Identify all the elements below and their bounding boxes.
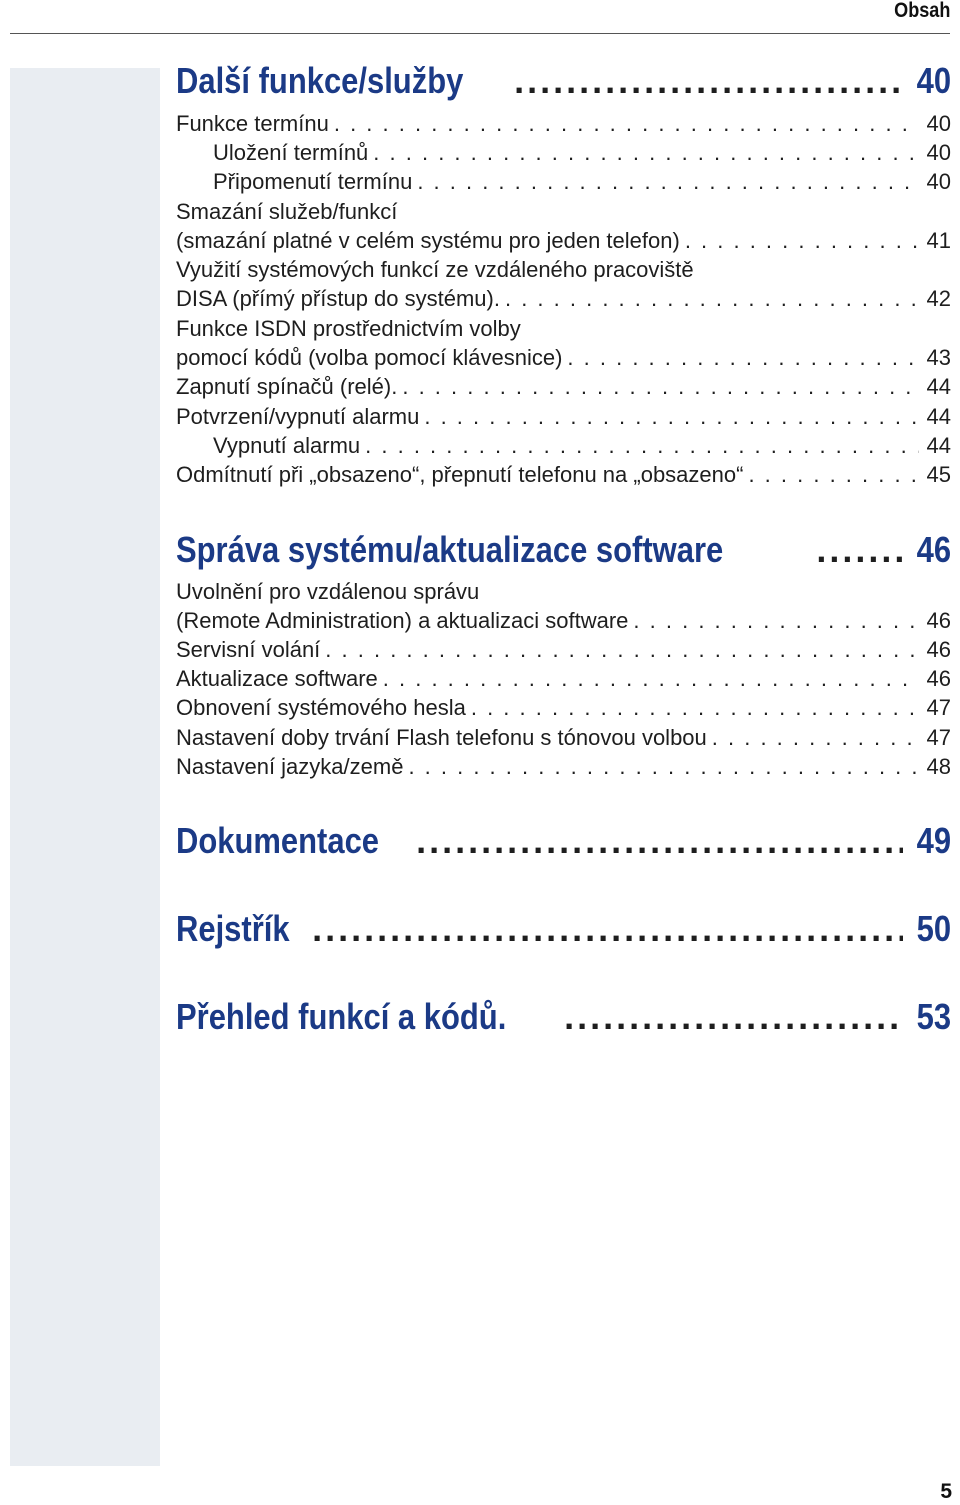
toc-page-number: 46 — [926, 637, 951, 662]
toc-page-number: 46 — [916, 529, 951, 570]
toc-entry[interactable] — [176, 606, 951, 636]
toc-leader — [471, 693, 919, 723]
toc-leader — [312, 907, 903, 951]
toc-entry[interactable] — [176, 284, 951, 314]
toc-entry[interactable] — [176, 226, 951, 256]
toc-entry-label: Obnovení systémového hesla — [176, 695, 466, 720]
toc-section-title: Přehled funkcí a kódů. — [176, 996, 507, 1037]
toc-leader — [685, 226, 919, 256]
toc-section-title: Další funkce/služby — [176, 60, 464, 101]
toc-entry-label: Připomenutí termínu — [213, 169, 413, 194]
toc-leader — [567, 343, 919, 373]
toc-entry[interactable] — [176, 752, 951, 782]
toc-entry-label: (smazání platné v celém systému pro jeden telefon) — [176, 228, 680, 253]
toc-entry-label: DISA (přímý přístup do systému). — [176, 286, 500, 311]
toc-entry[interactable] — [176, 693, 951, 723]
toc-page-number: 47 — [926, 725, 951, 750]
toc-page-number: 44 — [926, 433, 951, 458]
toc-page-number: 44 — [926, 374, 951, 399]
toc-leader — [514, 59, 903, 103]
toc-page-number: 41 — [926, 228, 951, 253]
toc-entry[interactable] — [176, 372, 951, 402]
toc-leader — [712, 723, 919, 753]
toc-page-number: 40 — [926, 140, 951, 165]
toc-leader — [505, 284, 919, 314]
toc-entry[interactable] — [176, 167, 951, 197]
toc-page-number: 48 — [926, 754, 951, 779]
toc-leader — [416, 819, 903, 863]
toc-page-number: 40 — [926, 169, 951, 194]
sidebar-panel — [10, 68, 160, 1466]
toc-leader — [748, 460, 919, 490]
toc-section-dokumentace[interactable] — [176, 819, 951, 863]
toc-page-number: 46 — [926, 608, 951, 633]
toc-entry-label: Uvolnění pro vzdálenou správu — [176, 579, 480, 604]
toc-leader — [417, 167, 919, 197]
toc-leader — [408, 752, 919, 782]
toc-page-number: 44 — [926, 404, 951, 429]
toc-section-rejstrik[interactable] — [176, 907, 951, 951]
toc-entry-label: Odmítnutí při „obsazeno“, přepnutí telefonu na „obsazeno“ — [176, 462, 744, 487]
toc-section-dalsi-funkce[interactable] — [176, 59, 951, 103]
toc-entry-label: Nastavení doby trvání Flash telefonu s tónovou volbou — [176, 725, 707, 750]
toc-entry[interactable] — [176, 343, 951, 373]
toc-leader — [424, 402, 919, 432]
table-of-contents — [176, 0, 951, 1505]
toc-section-title: Rejstřík — [176, 908, 290, 949]
toc-entry-label: Funkce termínu — [176, 111, 329, 136]
toc-section-title: Dokumentace — [176, 820, 380, 861]
toc-entry[interactable] — [176, 109, 951, 139]
toc-entry-label: Využití systémových funkcí ze vzdáleného pracoviště — [176, 257, 694, 282]
toc-entry-first-line — [176, 255, 951, 285]
toc-entry-label: Potvrzení/vypnutí alarmu — [176, 404, 420, 429]
toc-section-sprava-systemu[interactable] — [176, 528, 951, 572]
toc-leader — [325, 635, 919, 665]
toc-entry-first-line — [176, 577, 951, 607]
toc-leader — [373, 138, 919, 168]
toc-entry-label: Smazání služeb/funkcí — [176, 199, 398, 224]
toc-entry-label: Funkce ISDN prostřednictvím volby — [176, 316, 521, 341]
toc-entry-label: Aktualizace software — [176, 666, 378, 691]
toc-page-number: 46 — [926, 666, 951, 691]
toc-entry-label: Vypnutí alarmu — [213, 433, 361, 458]
toc-leader — [383, 664, 919, 694]
toc-leader — [564, 995, 903, 1039]
toc-page-number: 47 — [926, 695, 951, 720]
toc-entry-label: pomocí kódů (volba pomocí klávesnice) — [176, 345, 563, 370]
toc-section-prehled-funkci[interactable] — [176, 995, 951, 1039]
toc-section-title: Správa systému/aktualizace software — [176, 529, 724, 570]
toc-entry-label: Nastavení jazyka/země — [176, 754, 404, 779]
toc-page-number: 42 — [926, 286, 951, 311]
toc-entry-first-line — [176, 197, 951, 227]
toc-leader — [816, 528, 903, 572]
toc-entry-first-line — [176, 314, 951, 344]
toc-entry-label: Uložení termínů — [213, 140, 369, 165]
toc-entry[interactable] — [176, 402, 951, 432]
toc-leader — [365, 431, 919, 461]
toc-leader — [334, 109, 919, 139]
toc-leader — [633, 606, 919, 636]
toc-entry[interactable] — [176, 460, 951, 490]
toc-entry-label: Servisní volání — [176, 637, 321, 662]
toc-entry[interactable] — [176, 664, 951, 694]
toc-page-number: 40 — [916, 60, 951, 101]
toc-entry[interactable] — [176, 138, 951, 168]
toc-entry[interactable] — [176, 635, 951, 665]
footer-page-number: 5 — [940, 1480, 952, 1503]
toc-page-number: 45 — [926, 462, 951, 487]
toc-entry-label: (Remote Administration) a aktualizaci software — [176, 608, 629, 633]
toc-entry-label: Zapnutí spínačů (relé). — [176, 374, 398, 399]
toc-page-number: 50 — [916, 908, 951, 949]
toc-page-number: 53 — [916, 996, 951, 1037]
toc-leader — [402, 372, 919, 402]
header-title: Obsah — [893, 0, 950, 22]
toc-page-number: 49 — [916, 820, 951, 861]
toc-page-number: 43 — [926, 345, 951, 370]
toc-entry[interactable] — [176, 431, 951, 461]
toc-page-number: 40 — [926, 111, 951, 136]
toc-entry[interactable] — [176, 723, 951, 753]
